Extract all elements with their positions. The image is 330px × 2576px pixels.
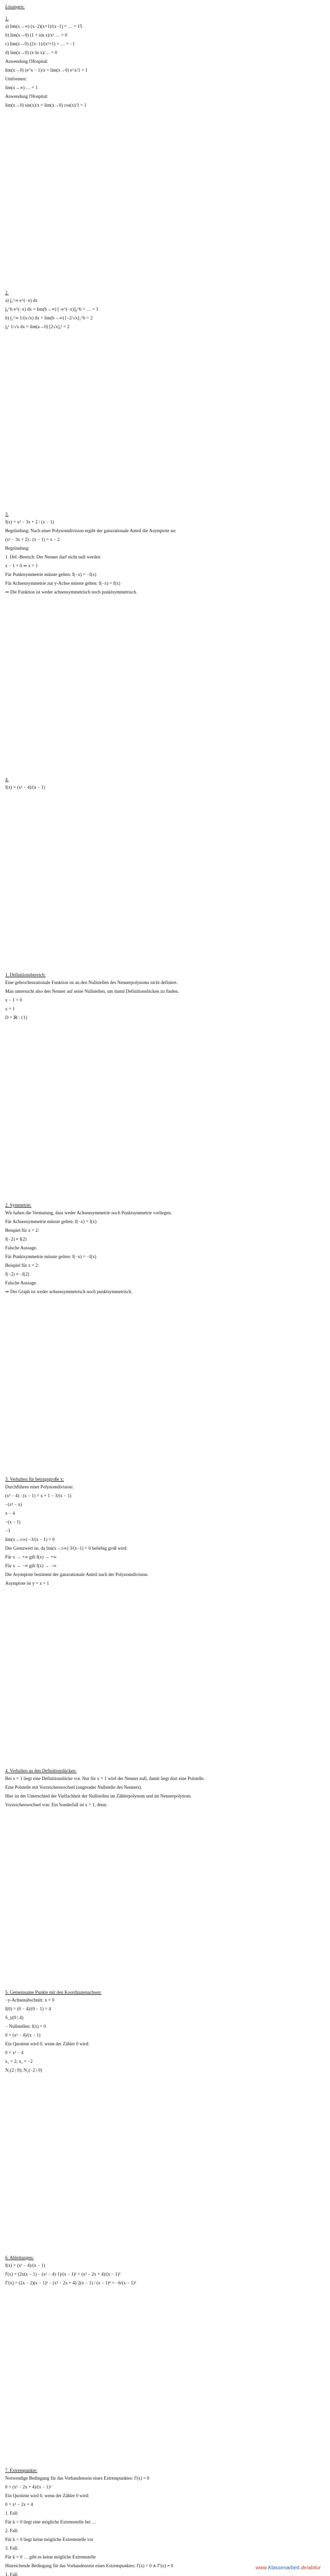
solution-line: Für Punktsymmetrie müsste gelten: f(−x) = −f(x) <box>5 1254 96 1259</box>
solution-line: Begründung: Nach einer Polynomdivision ergibt der ganzrationale Anteil die Asymptote an: <box>5 528 176 533</box>
section-heading: 6. Ableitungen: <box>5 2255 34 2260</box>
solution-line: Für k = 0 … gibt es keine mögliche Extremstelle <box>5 2554 96 2560</box>
solution-line: 1. Fall: <box>5 2572 19 2576</box>
solution-line: 2. Fall: <box>5 2528 19 2533</box>
solution-line: (x² − 4) : (x − 1) = x + 1 − 3/(x − 1) <box>5 1493 72 1498</box>
solution-line: x − 4 <box>5 1511 15 1516</box>
solution-line: Ein Quotient wird 0, wenn der Zähler 0 wird: <box>5 2041 90 2046</box>
watermark-brand: Klassenarbeit <box>268 2565 300 2571</box>
solution-line: Ein Quotient wird 0, wenn der Zähler 0 wird: <box>5 2493 90 2498</box>
solution-line: Für k < 0 liegt keine mögliche Extremstelle vor <box>5 2537 94 2542</box>
solution-line: Falsche Aussage. <box>5 1245 37 1250</box>
solution-line: −3 <box>5 1528 10 1533</box>
solution-line: f''(x) = (2x − 2)(x − 1)² − (x² − 2x + 4)·2(x − 1) / (x − 1)⁴ = −6/(x − 1)³ <box>5 2280 136 2285</box>
solution-line: D = ℝ \ {1} <box>5 1015 28 1020</box>
solution-line: − Nullstellen: f(x) = 0 <box>5 2024 46 2029</box>
solution-line: −(x² − x) <box>5 1502 22 1507</box>
solution-line: S_y(0 | 4) <box>5 2015 24 2020</box>
solution-line: Anwendung l'Hospital: <box>5 94 48 99</box>
section-heading: 7. Extrempunkte: <box>5 2468 38 2473</box>
section-heading: 4. Verhalten an den Definitionslücken: <box>5 1768 77 1773</box>
section-heading: 2. Symmetrie: <box>5 1202 31 1208</box>
solution-line: Eine Polstelle mit Vorzeichenwechsel (ungerader Nullstelle des Nenners). <box>5 1785 142 1790</box>
section-heading: 5. Gemeinsame Punkte mit den Koordinatenachsen: <box>5 1990 102 1995</box>
solution-line: (x² − 3x + 2) : (x − 1) = x − 2 <box>5 537 60 542</box>
solution-line: ∫₀¹ 1/√x dx = lim(a→0) [2√x]ₐ¹ = 2 <box>5 324 70 329</box>
solution-line: x − 1 = 0 ⇒ x = 1 <box>5 563 38 568</box>
solution-line: Hinreichende Bedingung für das Vorhandensein eines Extrempunktes: f'(x) = 0 ∧ f''(x) ≠ 0 <box>5 2563 173 2568</box>
solution-line: Man untersucht also den Nenner auf seine Nullstellen, um damit Definitionslücken zu finden. <box>5 989 179 994</box>
solution-line: −y-Achsenabschnitt: x = 0 <box>5 1997 55 2003</box>
watermark-prefix: www. <box>255 2565 268 2571</box>
solution-line: Asymptote ist y = x + 1 <box>5 1581 50 1586</box>
solution-line: Für Achsensymmetrie müsste gelten: f(−x) = f(x) <box>5 1219 97 1224</box>
section-heading: 1. Definitionsbereich: <box>5 972 46 977</box>
solution-line: Für Punktsymmetrie müsste gelten: f(−x) = −f(x) <box>5 572 96 577</box>
solution-line: Falsche Aussage. <box>5 1280 37 1285</box>
solution-line: f(x) = (x² − 4)/(x − 1) <box>5 2263 45 2268</box>
solution-line: Notwendige Bedingung für das Vorhandensein eines Extrempunktes: f'(x) = 0 <box>5 2476 150 2481</box>
solution-line: f(x) = (x² − 4)/(x − 1) <box>5 785 45 790</box>
section-heading: 1. <box>5 16 9 21</box>
solution-line: Die Asymptote bestimmt der ganzrationale Anteil nach der Polynomdivision. <box>5 1572 148 1577</box>
site-watermark <box>256 2565 321 2571</box>
solution-line: f(0) = (0 − 4)/(0 − 1) = 4 <box>5 2006 51 2011</box>
document-title: Lösungen: <box>5 4 25 9</box>
solution-line: Vorzeichenwechsel von: Ein Sonderfall ist x = 1, denn: <box>5 1802 108 1807</box>
solution-line: Der Grenzwert ist, da lim(x→±∞) 3/(x−1) = 0 beliebig groß wird: <box>5 1546 128 1551</box>
solution-line: f(−2) ≠ −f(2) <box>5 1272 29 1277</box>
solution-line: f'(x) = (2x(x − 1) − (x² − 4)·1)/(x − 1)² = (x² − 2x + 4)/(x − 1)² <box>5 2272 121 2277</box>
section-heading: 3. Verhalten für betragsgroße x: <box>5 1477 64 1482</box>
solution-line: Hier ist der Unterschied der Vielfachheit der Nullstellen im Zählerpolynom und im Nennerpolynom. <box>5 1793 192 1799</box>
solution-line: lim(x→∞) … = 1 <box>5 85 38 90</box>
solution-line: Für x → +∞ gilt f(x) → +∞ <box>5 1554 57 1560</box>
solution-line: Für Achsensymmetrie zur y-Achse müsste gelten: f(−x) = f(x) <box>5 581 121 586</box>
solution-line: −(x − 1) <box>5 1519 21 1524</box>
solution-line: ⇒ Der Graph ist weder achsensymmetrisch noch punktsymmetrisch. <box>5 1289 133 1294</box>
solution-line: 0 = x² − 2x + 4 <box>5 2502 33 2507</box>
solution-line: lim(x→0) sin(x)/x = lim(x→0) cos(x)/1 = 1 <box>5 103 87 108</box>
solution-line: ∫₀^b e^(−x) dx = lim(b→∞) [−e^(−x)]₀^b = … = 1 <box>5 307 98 312</box>
solution-line: 0 = x² − 4 <box>5 2050 24 2055</box>
solution-line: Begründung: <box>5 546 29 551</box>
section-heading: 2. <box>5 290 9 295</box>
solution-line: 1. Def.-Bereich: Der Nenner darf nicht null werden <box>5 554 101 560</box>
solution-line: d) lim(x→0) (x·ln x)/… = 0 <box>5 50 57 55</box>
solution-line: lim(x→±∞) −3/(x − 1) = 0 <box>5 1537 55 1542</box>
solution-line: x₁ = 2; x₂ = −2 <box>5 2059 33 2064</box>
section-heading: 3. <box>5 512 9 517</box>
solution-line: ⇒ Die Funktion ist weder achsensymmetrisch noch punktsymmetrisch. <box>5 589 137 595</box>
solution-line: 0 = (x² − 4)/(x − 1) <box>5 2032 41 2038</box>
solution-line: a) lim(x→∞) (x−2)(x+1)/(x−1) = … = 15 <box>5 24 82 29</box>
solution-line: Für x → −∞ gilt f(x) → −∞ <box>5 1563 57 1568</box>
solution-line: Beispiel für x = 2: <box>5 1263 39 1268</box>
solution-line: f(−2) ≠ f(2) <box>5 1236 27 1242</box>
solution-line: Eine gebrochenrationale Funktion ist an den Nullstellen des Nennerpolynoms nicht definiert. <box>5 980 178 985</box>
solution-line: 0 = (x² − 2x + 4)/(x − 1)² <box>5 2484 52 2489</box>
solution-line: lim(x→0) (e^x − 1)/x = lim(x→0) e^x/1 = 1 <box>5 67 88 73</box>
solution-line: Bei x = 1 liegt eine Definitionslücke vor. Nur für x = 1 wird der Nenner null, damit liegt dort eine Polstelle. <box>5 1776 205 1781</box>
solution-line: b) ∫₁^∞ 1/(x√x) dx = lim(b→∞) [−2/√x]₁^b = 2 <box>5 315 93 320</box>
solution-line: a) ∫₀^∞ e^(−x) dx <box>5 298 38 303</box>
solution-line: Wir haben die Vermutung, dass weder Achsensymmetrie noch Punktsymmetrie vorliegen. <box>5 1210 172 1215</box>
solution-line: 3. Fall: <box>5 2546 19 2551</box>
solution-line: Durchführen einer Polynomdivision: <box>5 1484 74 1489</box>
solution-line: Für k > 0 liegt eine mögliche Extremstelle bei … <box>5 2519 96 2524</box>
section-heading: 4. <box>5 777 9 782</box>
watermark-suffix: .de/abitur <box>299 2565 321 2571</box>
solution-line: Anwendung l'Hospital: <box>5 59 48 64</box>
solution-line: Umformen: <box>5 76 27 81</box>
solution-line: N₁(2 | 0); N₂(−2 | 0) <box>5 2067 42 2073</box>
solution-line: 1. Fall: <box>5 2511 19 2516</box>
solution-line: Beispiel für x = 2: <box>5 1228 39 1233</box>
solution-line: x − 1 = 0 <box>5 997 22 1003</box>
solution-line: c) lim(x→0) (2x−1)/(x²+1) = … = −1 <box>5 41 75 46</box>
solution-line: f(x) = x² − 3x + 2 / (x − 1) <box>5 519 54 524</box>
solution-line: b) lim(x→0) (1 + sin x)/x² … = 0 <box>5 32 68 38</box>
solution-line: x = 1 <box>5 1006 15 1011</box>
